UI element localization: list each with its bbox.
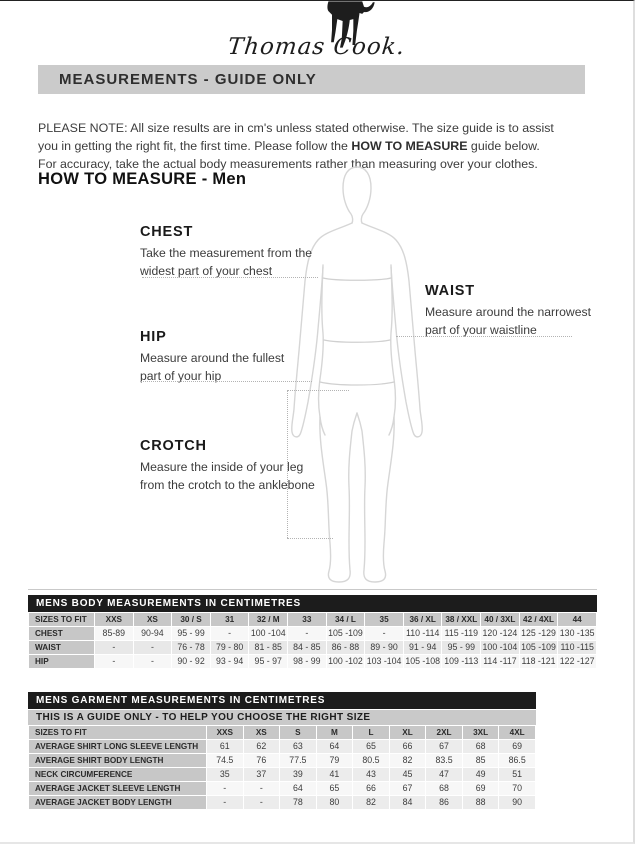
note-bold: HOW TO MEASURE	[351, 139, 468, 153]
row-label: AVERAGE SHIRT LONG SLEEVE LENGTH	[29, 740, 206, 753]
value-cell: 77.5	[280, 754, 316, 767]
note-part1: PLEASE NOTE: All size results are in cm's unless stated otherwise. The size guide is to assist you in getting the right fit, the first time. Please follow the	[38, 121, 554, 153]
crotch-desc: Measure the inside of your leg from the crotch to the anklebone	[140, 460, 315, 492]
value-cell: 82	[390, 754, 426, 767]
size-column-header: 2XL	[426, 726, 462, 739]
value-cell: 76 - 78	[172, 641, 210, 654]
crotch-annotation	[140, 438, 318, 494]
value-cell: 105 -109	[328, 628, 363, 638]
value-cell: -	[207, 796, 243, 809]
value-cell: 100 -104	[250, 628, 286, 638]
value-cell: 90-94	[134, 627, 172, 640]
value-cell: 62	[244, 740, 280, 753]
column-header-row	[29, 613, 596, 626]
garment-measurements-table-section	[28, 692, 536, 810]
value-cell: 43	[353, 768, 389, 781]
value-cell: -	[244, 796, 280, 809]
value-cell: 37	[244, 768, 280, 781]
size-column-header: 30 / S	[172, 613, 210, 626]
garment-table-title: MENS GARMENT MEASUREMENTS IN CENTIMETRES	[28, 692, 536, 709]
value-cell: -	[207, 782, 243, 795]
value-cell: 100 -102	[328, 656, 363, 666]
size-column-header: 31	[211, 613, 249, 626]
table-row	[29, 627, 596, 640]
chest-leader-line	[142, 277, 318, 278]
size-column-header: 33	[288, 613, 326, 626]
value-cell: 89 - 90	[365, 641, 403, 654]
value-cell: 105 -108	[405, 656, 441, 666]
value-cell: 47	[426, 768, 462, 781]
value-cell: -	[134, 655, 172, 668]
value-cell: 110 -114	[404, 627, 442, 640]
section-header-bar	[38, 65, 585, 94]
value-cell: 78	[280, 796, 316, 809]
size-column-header: L	[353, 726, 389, 739]
value-cell: 84	[390, 796, 426, 809]
sizes-to-fit-header: SIZES TO FIT	[29, 613, 94, 626]
crotch-leader-vertical	[287, 390, 288, 538]
sizes-to-fit-header: SIZES TO FIT	[29, 726, 206, 739]
value-cell: -	[95, 655, 133, 668]
garment-measurements-table	[28, 725, 536, 810]
size-column-header: 3XL	[463, 726, 499, 739]
value-cell: 95 - 97	[249, 655, 287, 668]
value-cell: 125 -129	[521, 628, 556, 638]
size-column-header: 4XL	[499, 726, 535, 739]
size-column-header: 40 / 3XL	[481, 613, 519, 626]
size-column-header: XL	[390, 726, 426, 739]
brand-logo	[0, 1, 633, 60]
table-row	[29, 782, 535, 795]
value-cell: -	[95, 641, 133, 654]
value-cell: 51	[499, 768, 535, 781]
value-cell: 95 - 99	[442, 641, 480, 654]
value-cell: 66	[390, 740, 426, 753]
size-column-header: 42 / 4XL	[520, 613, 558, 626]
size-column-header: XXS	[207, 726, 243, 739]
value-cell: 49	[463, 768, 499, 781]
value-cell: 67	[426, 740, 462, 753]
value-cell: 76	[244, 754, 280, 767]
value-cell: 81 - 85	[249, 641, 287, 654]
page-title: MEASUREMENTS - GUIDE ONLY	[59, 71, 317, 88]
value-cell: -	[244, 782, 280, 795]
value-cell: 64	[317, 740, 353, 753]
waist-desc: Measure around the narrowest part of your waistline	[425, 305, 591, 337]
how-to-measure-title: HOW TO MEASURE - Men	[38, 170, 247, 188]
value-cell: 130 -135	[559, 628, 595, 638]
value-cell: 85-89	[95, 627, 133, 640]
hip-annotation	[140, 329, 302, 385]
value-cell: 39	[280, 768, 316, 781]
row-label: AVERAGE JACKET BODY LENGTH	[29, 796, 206, 809]
value-cell: 115 -119	[442, 627, 480, 640]
table-row	[29, 768, 535, 781]
value-cell: 110 -115	[558, 641, 596, 654]
chest-annotation	[140, 224, 318, 280]
brand-script-text: Thomas Cook.	[226, 34, 407, 60]
row-label: WAIST	[29, 641, 94, 654]
hip-title: HIP	[140, 329, 167, 345]
table-row	[29, 641, 596, 654]
table-row	[29, 655, 596, 668]
size-column-header: XS	[244, 726, 280, 739]
table-row	[29, 754, 535, 767]
chest-desc: Take the measurement from the widest part of your chest	[140, 246, 313, 278]
waist-annotation	[425, 283, 615, 339]
body-table-title: MENS BODY MEASUREMENTS IN CENTIMETRES	[28, 595, 597, 612]
value-cell: 69	[499, 740, 535, 753]
value-cell: 61	[207, 740, 243, 753]
value-cell: 90	[499, 796, 535, 809]
value-cell: 79	[317, 754, 353, 767]
table-row	[29, 740, 535, 753]
value-cell: 35	[207, 768, 243, 781]
crotch-title: CROTCH	[140, 438, 207, 454]
value-cell: 67	[390, 782, 426, 795]
row-label: HIP	[29, 655, 94, 668]
value-cell: 79 - 80	[211, 641, 249, 654]
value-cell: -	[134, 641, 172, 654]
value-cell: 66	[353, 782, 389, 795]
chest-title: CHEST	[140, 224, 194, 240]
value-cell: 98 - 99	[288, 655, 326, 668]
value-cell: 103 -104	[366, 656, 402, 666]
value-cell: 86.5	[499, 754, 535, 767]
value-cell: 114 -117	[481, 655, 519, 668]
value-cell: 80.5	[353, 754, 389, 767]
value-cell: 83.5	[426, 754, 462, 767]
hip-desc: Measure around the fullest part of your hip	[140, 351, 285, 383]
value-cell: 95 - 99	[172, 627, 210, 640]
value-cell: -	[211, 627, 249, 640]
size-column-header: XS	[134, 613, 172, 626]
value-cell: 65	[353, 740, 389, 753]
value-cell: 68	[426, 782, 462, 795]
row-label: NECK CIRCUMFERENCE	[29, 768, 206, 781]
size-column-header: XXS	[95, 613, 133, 626]
value-cell: 90 - 92	[172, 655, 210, 668]
value-cell: 65	[317, 782, 353, 795]
value-cell: 100 -104	[482, 642, 518, 652]
size-column-header: 34 / L	[327, 613, 365, 626]
size-column-header: S	[280, 726, 316, 739]
value-cell: 88	[463, 796, 499, 809]
value-cell: 82	[353, 796, 389, 809]
note-part2: guide below. For accuracy, take the actual body measurements rather than measuring over your clothes.	[38, 139, 540, 171]
size-column-header: 35	[365, 613, 403, 626]
row-label: AVERAGE SHIRT BODY LENGTH	[29, 754, 206, 767]
value-cell: 63	[280, 740, 316, 753]
column-header-row	[29, 726, 535, 739]
value-cell: -	[288, 627, 326, 640]
size-column-header: 32 / M	[249, 613, 287, 626]
table-row	[29, 796, 535, 809]
value-cell: 93 - 94	[211, 655, 249, 668]
crotch-leader-top	[287, 390, 349, 391]
body-measurements-table	[28, 612, 597, 669]
value-cell: 118 -121	[521, 656, 556, 666]
row-label: CHEST	[29, 627, 94, 640]
size-column-header: 36 / XL	[404, 613, 442, 626]
size-column-header: 44	[558, 613, 596, 626]
value-cell: -	[365, 627, 403, 640]
value-cell: 120 -124	[482, 628, 518, 638]
value-cell: 86 - 88	[327, 641, 365, 654]
size-column-header: 38 / XXL	[442, 613, 480, 626]
garment-table-subtitle: THIS IS A GUIDE ONLY - TO HELP YOU CHOOSE THE RIGHT SIZE	[28, 710, 536, 725]
value-cell: 64	[280, 782, 316, 795]
value-cell: 85	[463, 754, 499, 767]
waist-leader-line	[396, 336, 572, 337]
value-cell: 80	[317, 796, 353, 809]
value-cell: 122 -127	[559, 656, 595, 666]
value-cell: 74.5	[207, 754, 243, 767]
size-column-header: M	[317, 726, 353, 739]
table-top-rule	[28, 589, 597, 590]
value-cell: 68	[463, 740, 499, 753]
value-cell: 45	[390, 768, 426, 781]
value-cell: 69	[463, 782, 499, 795]
crotch-leader-bottom	[287, 538, 333, 539]
hip-leader-line	[140, 381, 312, 382]
row-label: AVERAGE JACKET SLEEVE LENGTH	[29, 782, 206, 795]
value-cell: 86	[426, 796, 462, 809]
value-cell: 105 -109	[521, 642, 556, 652]
measure-figure	[0, 161, 635, 593]
value-cell: 84 - 85	[288, 641, 326, 654]
value-cell: 70	[499, 782, 535, 795]
value-cell: 109 -113	[444, 656, 479, 666]
value-cell: 41	[317, 768, 353, 781]
value-cell: 91 - 94	[404, 641, 442, 654]
body-measurements-table-section	[28, 595, 597, 669]
waist-title: WAIST	[425, 283, 475, 299]
